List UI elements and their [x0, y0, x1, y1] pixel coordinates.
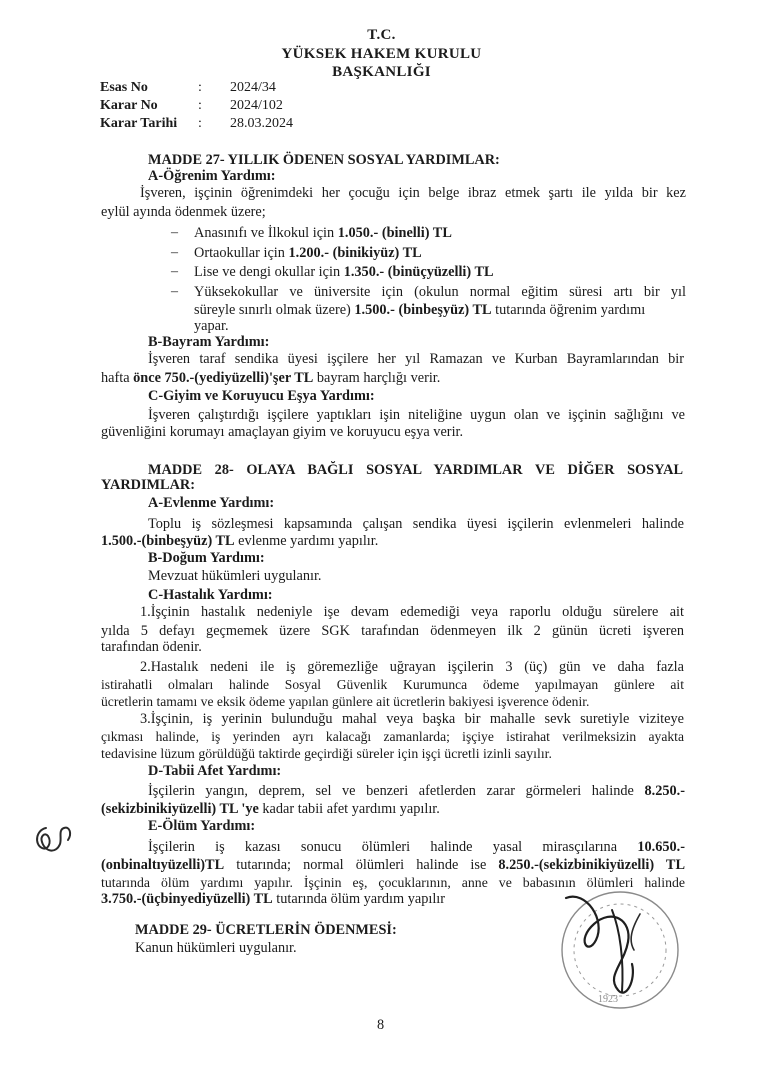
- meta-row-esas: [100, 80, 276, 96]
- paragraph-line: Toplu iş sözleşmesi kapsamında çalışan sendika üyesi işçilerin evlenmeleri halinde: [148, 516, 684, 532]
- bullet-item: Ortaokullar için 1.200.- (binikiyüz) TL: [194, 245, 422, 261]
- section-d-title: D-Tabii Afet Yardımı:: [148, 763, 282, 779]
- stamp-inner-ring: [574, 904, 666, 996]
- paragraph-line: tarafından ödenir.: [101, 639, 202, 655]
- section-c-title: C-Giyim ve Koruyucu Eşya Yardımı:: [148, 388, 375, 404]
- meta-row-karar: [100, 98, 283, 114]
- paragraph-line: İşçilerin yangın, deprem, sel ve benzeri afetlerden zarar görmeleri halinde 8.250.-: [148, 783, 685, 799]
- paragraph-line: İşveren, işçinin öğrenimdeki her çocuğu için belge ibraz etmek şartı ile yılda bir kez: [140, 185, 686, 201]
- article-27-title: MADDE 27- YILLIK ÖDENEN SOSYAL YARDIMLAR:: [148, 152, 500, 168]
- bullet-item-continued: süreyle sınırlı olmak üzere) 1.500.- (binbeşyüz) TL tutarında öğrenim yardımı: [194, 302, 646, 318]
- paragraph-line: İşveren taraf sendika üyesi işçilere her yıl Ramazan ve Kurban Bayramlarından bir: [148, 351, 684, 367]
- paragraph-line: İşçilerin iş kazası sonucu ölümleri halinde yasal mirasçılarına 10.650.-: [148, 839, 685, 855]
- paragraph-line: 3.İşçinin, iş yerinin bulunduğu mahal veya başka bir mahalle sevk suretiyle viziteye: [140, 711, 684, 727]
- paragraph-line: (onbinaltıyüzelli)TL tutarında; normal ölümleri halinde ise 8.250.-(sekizbinikiyüzelli) TL: [101, 857, 685, 873]
- bullet-item: Yüksekokullar ve üniversite için (okulun normal eğitim süresi artı bir yıl: [194, 284, 686, 300]
- meta-value: 2024/34: [230, 80, 276, 95]
- meta-key: Esas No: [100, 80, 148, 95]
- paragraph-line: istirahatli olmaları halinde Sosyal Güvenlik Kurumunca ödeme yapılmayan günlere ait: [101, 677, 684, 692]
- article-28-title-cont: YARDIMLAR:: [101, 477, 195, 493]
- section-e-title: E-Ölüm Yardımı:: [148, 818, 256, 834]
- section-c-title: C-Hastalık Yardımı:: [148, 587, 273, 603]
- bullet-dash: –: [171, 225, 178, 240]
- paragraph-line: hafta önce 750.-(yediyüzelli)'şer TL bayram harçlığı verir.: [101, 370, 441, 386]
- article-29-title: MADDE 29- ÜCRETLERİN ÖDENMESİ:: [135, 922, 397, 938]
- paragraph-line: Kanun hükümleri uygulanır.: [135, 940, 297, 956]
- page-number: 8: [377, 1017, 385, 1033]
- article-28-title: MADDE 28- OLAYA BAĞLI SOSYAL YARDIMLAR VE DİĞER SOSYAL: [148, 462, 683, 478]
- paragraph-line: yılda 5 defayı geçmemek üzere SGK tarafından ödenmeyen ilk 2 günün ücreti işveren: [101, 623, 684, 639]
- paragraph-line: İşveren çalıştırdığı işçilere yaptıkları işin niteliğine uygun olan ve işçinin sağlığını ve: [148, 407, 685, 423]
- bullet-dash: –: [171, 245, 178, 260]
- signature-stroke: [631, 914, 640, 950]
- meta-key: Karar Tarihi: [100, 116, 178, 131]
- meta-sep: :: [198, 80, 202, 95]
- section-b-title: B-Bayram Yardımı:: [148, 334, 270, 350]
- paragraph-line: 1.500.-(binbeşyüz) TL evlenme yardımı yapılır.: [101, 533, 379, 549]
- paragraph-line: ücretlerin tamamı ve eksik ödeme yapılan günlere ait ücretlerin bakiyesi işverence ödenir.: [101, 694, 590, 709]
- bullet-item: Lise ve dengi okullar için 1.350.- (binüçyüzelli) TL: [194, 264, 494, 280]
- bullet-dash: –: [171, 284, 178, 299]
- paragraph-line: Mevzuat hükümleri uygulanır.: [148, 568, 322, 584]
- paragraph-line: güvenliğini korumayı amaçlayan giyim ve koruyucu eşya verir.: [101, 424, 464, 440]
- meta-value: 28.03.2024: [230, 116, 293, 131]
- meta-sep: :: [198, 116, 202, 131]
- section-a-title: A-Öğrenim Yardımı:: [148, 168, 276, 184]
- header-institution: YÜKSEK HAKEM KURULU: [281, 46, 482, 62]
- paragraph-line: eylül ayında ödenmek üzere;: [101, 204, 266, 220]
- bullet-dash: –: [171, 264, 178, 279]
- meta-row-date: [100, 116, 293, 132]
- paragraph-line: tedavisine lüzum görüldüğü taktirde geçirdiği süreler için işçi ücretli izinli sayılır.: [101, 746, 552, 761]
- section-a-title: A-Evlenme Yardımı:: [148, 495, 275, 511]
- header-tc: T.C.: [367, 27, 396, 43]
- paragraph-line: 2.Hastalık nedeni ile iş göremezliğe uğrayan işçilerin 3 (üç) gün ve daha fazla: [140, 659, 684, 675]
- paragraph-line: 3.750.-(üçbinyediyüzelli) TL tutarında ölüm yardım yapılır: [101, 891, 446, 907]
- bullet-item-continued: yapar.: [194, 318, 229, 334]
- header-presidency: BAŞKANLIĞI: [332, 64, 431, 80]
- official-stamp: [536, 880, 696, 1020]
- paragraph-line: çıkması halinde, iş yerinden ayrı kalacağı zamanlarda; işçiye istirahat verilmeksizin ayakta: [101, 729, 684, 744]
- meta-value: 2024/102: [230, 98, 283, 113]
- paragraph-line: tutarında ölüm yardımı yapılır. İşçinin eş, çocuklarının, anne ve babasının ölümleri halinde: [101, 875, 685, 890]
- margin-initials-signature: [28, 820, 76, 860]
- meta-sep: :: [198, 98, 202, 113]
- paragraph-line: (sekizbinikiyüzelli) TL 'ye kadar tabii afet yardımı yapılır.: [101, 801, 440, 817]
- paragraph-line: 1.İşçinin hastalık nedeniyle işe devam edemediği veya raporlu olduğu sürelere ait: [140, 604, 684, 620]
- bullet-item: Anasınıfı ve İlkokul için 1.050.- (binelli) TL: [194, 225, 452, 241]
- meta-key: Karar No: [100, 98, 158, 113]
- stamp-year: 1923: [598, 994, 618, 1005]
- section-b-title: B-Doğum Yardımı:: [148, 550, 265, 566]
